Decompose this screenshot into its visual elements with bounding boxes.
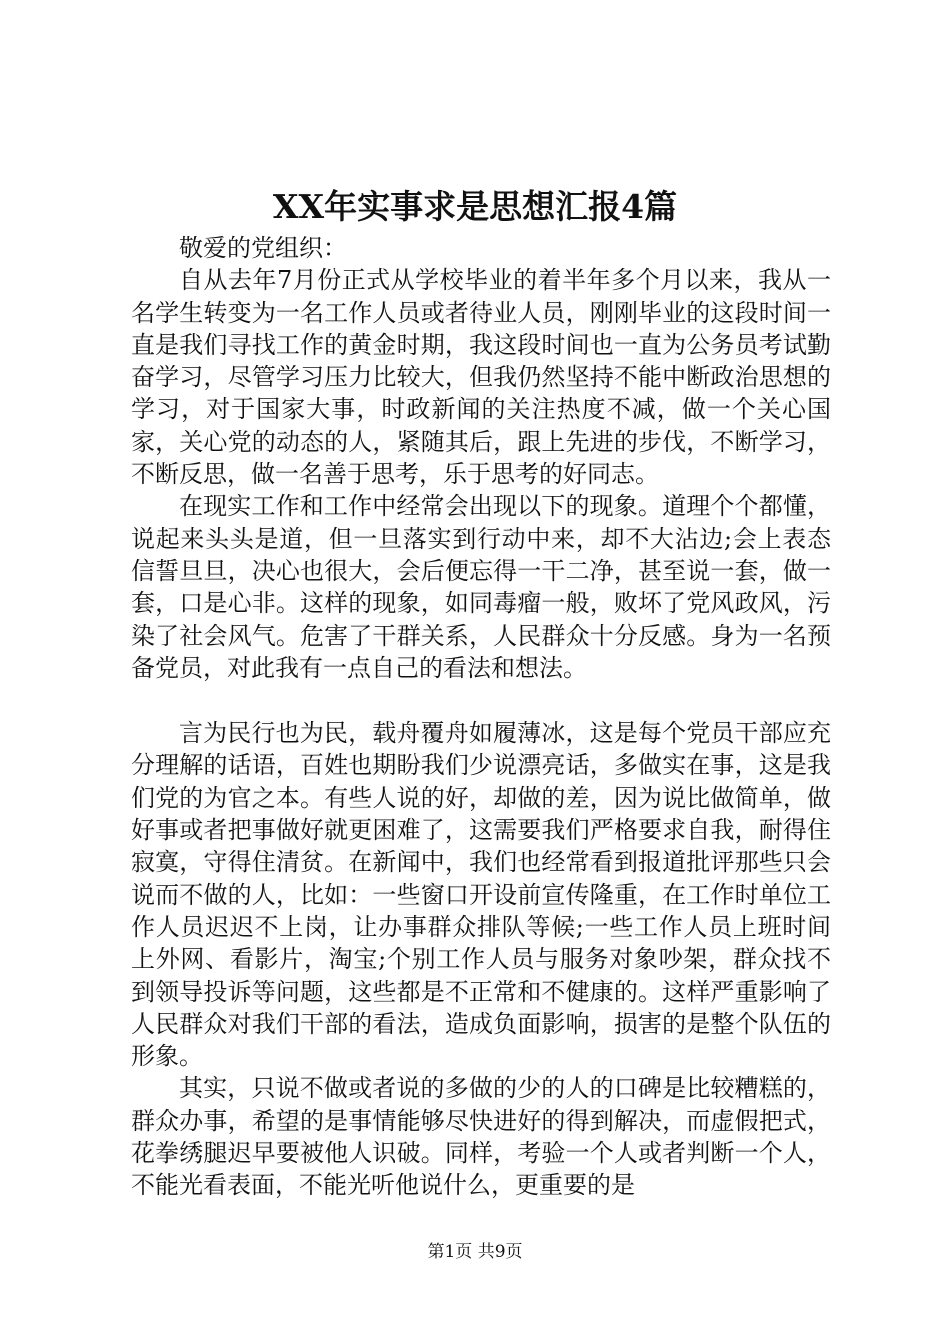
paragraph-2: 在现实工作和工作中经常会出现以下的现象。道理个个都懂，说起来头头是道，但一旦落实到行动中来，却不大沾边;会上表态信誓旦旦，决心也很大，会后便忘得一干二净，甚至说一套，做一套，口是心非。这样的现象，如同毒瘤一般，败坏了党风政风，污染了社会风气。危害了干群关系，人民群众十分反感。身为一名预备党员，对此我有一点自己的看法和想法。 (131, 492, 831, 682)
paragraph-1: 自从去年7月份正式从学校毕业的着半年多个月以来，我从一名学生转变为一名工作人员或者待业人员，刚刚毕业的这段时间一直是我们寻找工作的黄金时期，我这段时间也一直为公务员考试勤奋学习，尽管学习压力比较大，但我仍然坚持不能中断政治思想的学习，对于国家大事，时政新闻的关注热度不减，做一个关心国家，关心党的动态的人，紧随其后，跟上先进的步伐，不断学习，不断反思，做一名善于思考，乐于思考的好同志。 (131, 266, 831, 489)
document-title: XX年实事求是思想汇报4篇 (272, 187, 678, 226)
salutation: 敬爱的党组织： (179, 234, 347, 262)
document-body (131, 232, 831, 1202)
paragraph-4: 其实，只说不做或者说的多做的少的人的口碑是比较糟糕的，群众办事，希望的是事情能够尽快进好的得到解决，而虚假把式，花拳绣腿迟早要被他人识破。同样，考验一个人或者判断一个人，不能光看表面，不能光听他说什么，更重要的是 (131, 1074, 831, 1200)
page-footer: 第1页 共9页 (427, 1242, 523, 1262)
paragraph-3: 言为民行也为民，载舟覆舟如履薄冰，这是每个党员干部应充分理解的话语，百姓也期盼我们少说漂亮话，多做实在事，这是我们党的为官之本。有些人说的好，却做的差，因为说比做简单，做好事或者把事做好就更困难了，这需要我们严格要求自我，耐得住寂寞，守得住清贫。在新闻中，我们也经常看到报道批评那些只会说而不做的人，比如：一些窗口开设前宣传隆重，在工作时单位工作人员迟迟不上岗，让办事群众排队等候;一些工作人员上班时间上外网、看影片，淘宝;个别工作人员与服务对象吵架，群众找不到领导投诉等问题，这些都是不正常和不健康的。这样严重影响了人民群众对我们干部的看法，造成负面影响，损害的是整个队伍的形象。 (131, 719, 831, 1071)
paragraph-spacer (131, 684, 831, 717)
